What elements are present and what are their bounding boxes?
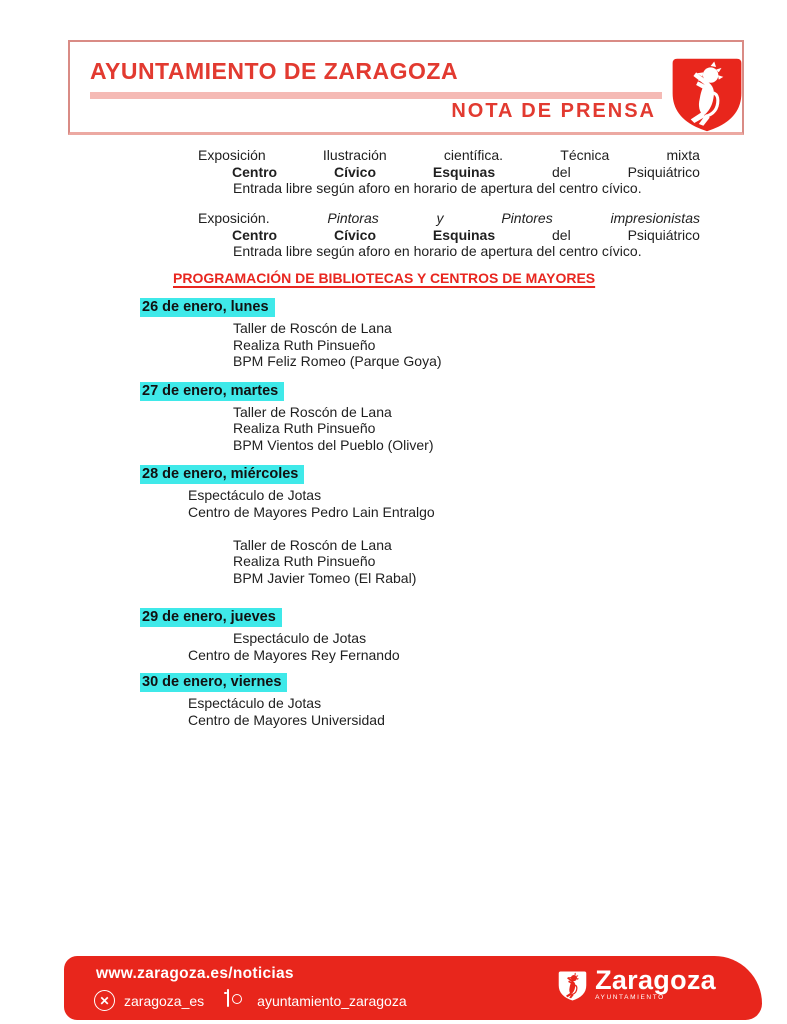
word: Psiquiátrico [627,163,700,180]
day-date-highlight: 29 de enero, jueves [140,608,282,627]
day-date-highlight: 28 de enero, miércoles [140,465,304,484]
word: Cívico [334,163,377,180]
exposition-2-line-2 [198,227,700,244]
event-item: Taller de Roscón de Lana [233,320,392,336]
event-item: Realiza Ruth Pinsueño [233,336,376,353]
twitter-handle[interactable]: zaragoza_es [124,992,205,1009]
word: y [436,210,444,226]
exposition-1-line-3: Entrada libre según aforo en horario de apertura del centro cívico. [233,180,642,196]
footer-zaragoza-brand [558,967,716,1003]
word: Esquinas [432,163,496,180]
press-header-box [68,40,744,135]
event-item: Espectáculo de Jotas [233,630,367,646]
event-item: BPM Vientos del Pueblo (Oliver) [233,436,434,453]
program-days-list [140,298,700,728]
pink-underline-rule [90,92,662,99]
day-section-29 [140,608,700,663]
footer-news-url[interactable]: www.zaragoza.es/noticias [96,965,294,982]
word: Cívico [334,226,377,243]
word: Centro [232,163,278,180]
word: Esquinas [432,226,496,243]
event-item: Centro de Mayores Rey Fernando [188,646,400,663]
event-item: Taller de Roscón de Lana [233,403,392,420]
footer-social-row [94,990,421,1011]
word: Exposición. [198,210,270,226]
footer-red-bar [64,956,762,1020]
word: Ilustración [322,147,387,163]
day-section-28 [140,465,700,586]
exposition-2-line-1 [198,210,700,227]
day-date-highlight: 26 de enero, lunes [140,298,275,317]
instagram-handle[interactable]: ayuntamiento_zaragoza [257,992,407,1009]
program-section-heading: PROGRAMACIÓN DE BIBLIOTECAS Y CENTROS DE MAYORES [173,270,596,286]
event-item: Espectáculo de Jotas [188,695,322,711]
blank-line [140,520,700,537]
footer-shield-lion-icon [558,969,587,1003]
word: científica. [443,147,504,163]
word: impresionistas [610,210,700,226]
day-date-highlight: 27 de enero, martes [140,382,284,401]
zaragoza-shield-lion-icon [668,57,746,133]
day-section-30 [140,673,700,728]
instagram-icon [227,990,248,1011]
event-item: Centro de Mayores Pedro Lain Entralgo [188,503,435,520]
event-item: Centro de Mayores Universidad [188,711,385,728]
day-section-26 [140,298,700,370]
word: Pintores [501,210,553,226]
word: mixta [666,147,700,163]
day-section-27 [140,382,700,454]
exposition-paragraph-2 [198,210,700,260]
day-date-highlight: 30 de enero, viernes [140,673,287,692]
exposition-1-line-1 [198,147,700,164]
word: Psiquiátrico [627,226,700,243]
footer-brand-subtitle: AYUNTAMIENTO [595,994,665,1001]
press-note-subtitle: NOTA DE PRENSA [451,100,656,122]
city-council-title: AYUNTAMIENTO DE ZARAGOZA [90,58,459,84]
word: Técnica [560,147,610,163]
word: del [552,226,571,243]
event-item: BPM Feliz Romeo (Parque Goya) [233,353,442,369]
event-item: Realiza Ruth Pinsueño [233,553,376,569]
event-item: Espectáculo de Jotas [188,487,322,503]
event-item: BPM Javier Tomeo (El Rabal) [233,569,417,586]
x-twitter-icon: ✕ [94,990,115,1011]
word: Pintoras [327,210,379,226]
event-item: Realiza Ruth Pinsueño [233,420,376,436]
word: del [552,163,571,180]
word: Exposición [198,147,266,163]
exposition-1-line-2 [198,164,700,181]
event-item: Taller de Roscón de Lana [233,536,392,553]
footer-brand-name: Zaragoza [595,965,716,995]
word: Centro [232,226,278,243]
exposition-paragraph-1 [198,147,700,197]
exposition-2-line-3: Entrada libre según aforo en horario de apertura del centro cívico. [233,243,642,259]
